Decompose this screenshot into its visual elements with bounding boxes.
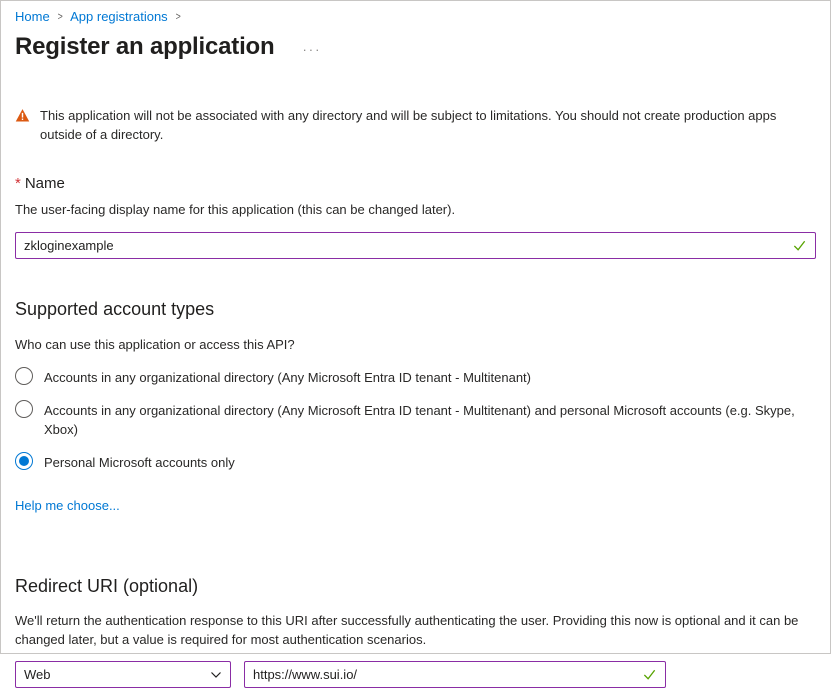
name-field-description: The user-facing display name for this application (this can be changed later).	[15, 202, 456, 217]
warning-banner	[15, 106, 816, 144]
platform-select-dropdown[interactable]	[15, 661, 231, 688]
radio-option-personal-only[interactable]	[15, 452, 816, 472]
breadcrumb-home-link[interactable]: Home	[15, 9, 50, 24]
chevron-right-icon: >	[57, 10, 63, 23]
radio-button-selected-icon[interactable]	[15, 452, 33, 470]
warning-triangle-icon	[15, 108, 30, 123]
breadcrumb-app-registrations-link[interactable]: App registrations	[70, 9, 168, 24]
help-me-choose-link[interactable]: Help me choose...	[15, 498, 120, 513]
radio-option-label: Accounts in any organizational directory (Any Microsoft Entra ID tenant - Multitenant)	[44, 370, 531, 385]
required-asterisk: *	[15, 175, 21, 192]
supported-account-types-heading: Supported account types	[15, 299, 215, 319]
platform-selected-value: Web	[24, 667, 51, 682]
radio-option-label: Accounts in any organizational directory (Any Microsoft Entra ID tenant - Multitenant) and personal Microsoft accounts (e.g. Skype, Xbox)	[44, 403, 795, 437]
application-name-input[interactable]	[15, 232, 816, 259]
page-title: Register an application	[15, 33, 275, 60]
redirect-uri-input[interactable]	[244, 661, 666, 688]
name-label-text: Name	[24, 175, 65, 192]
redirect-uri-heading: Redirect URI (optional)	[15, 576, 199, 596]
name-field-label	[15, 175, 816, 192]
radio-option-multitenant-personal[interactable]	[15, 400, 816, 439]
breadcrumb	[15, 9, 816, 24]
warning-text: This application will not be associated with any directory and will be subject to limitations. You should not create production apps outside of a directory.	[40, 108, 777, 142]
radio-button-icon[interactable]	[15, 367, 33, 385]
radio-option-multitenant[interactable]	[15, 367, 816, 387]
account-types-question: Who can use this application or access this API?	[15, 337, 295, 352]
radio-button-icon[interactable]	[15, 400, 33, 418]
chevron-right-icon: >	[175, 10, 181, 23]
radio-option-label: Personal Microsoft accounts only	[44, 455, 235, 470]
title-ellipsis: ···	[302, 41, 322, 57]
account-type-radio-group	[15, 367, 816, 472]
redirect-uri-description: We'll return the authentication response to this URI after successfully authenticating the user. Providing this now is optional and it can be changed later, but a value is required for most authentication scenarios.	[15, 613, 799, 647]
